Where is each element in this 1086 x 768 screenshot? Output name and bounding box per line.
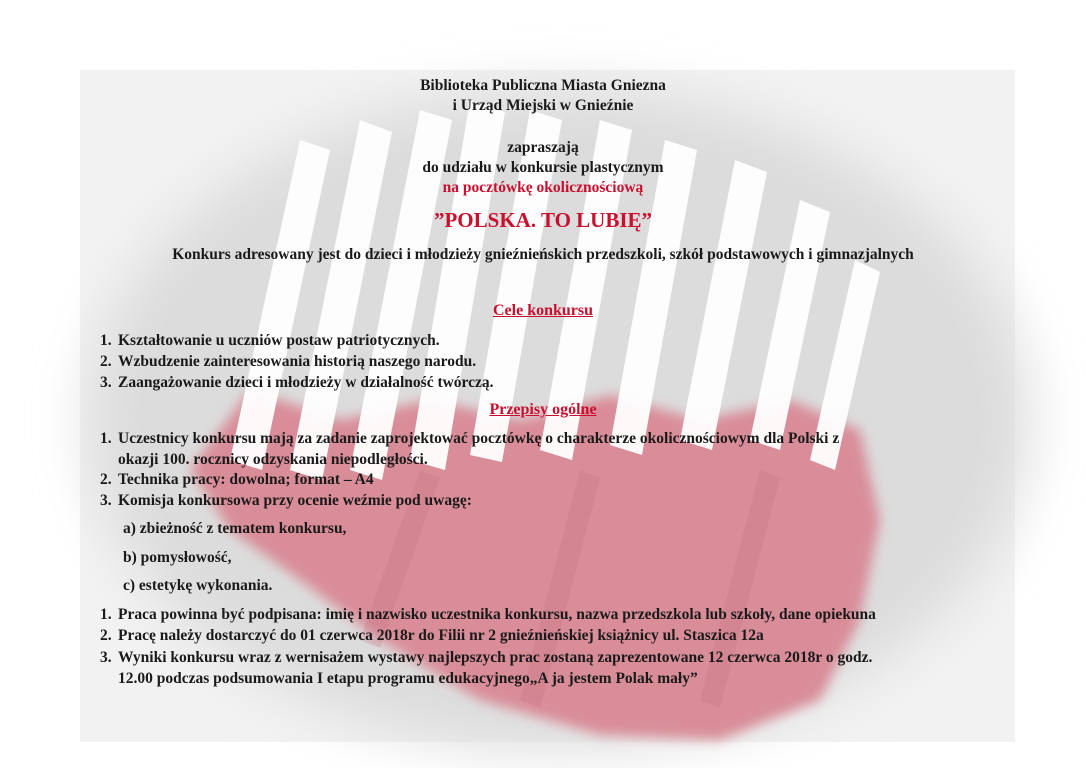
goal-item: 2. Wzbudzenie zainteresowania historią naszego narodu. [100, 353, 477, 370]
criteria-item: c) estetykę wykonania. [123, 577, 273, 594]
rule-item-continuation: okazji 100. rocznicy odzyskania niepodległości. [118, 451, 428, 468]
rule-item: 3. Komisja konkursowa przy ocenie weźmie pod uwagę: [100, 492, 472, 509]
goal-item: 1. Kształtowanie u uczniów postaw patriotycznych. [100, 332, 440, 349]
invite-line-1: zapraszają [507, 139, 579, 156]
invite-line-2: do udziału w konkursie plastycznym [422, 159, 664, 176]
goals-heading: Cele konkursu [492, 302, 594, 319]
audience-text: Konkurs adresowany jest do dzieci i młodzieży gnieźnieńskich przedszkoli, szkół podstawowych i gimnazjalnych [172, 246, 914, 263]
contest-title: ”POLSKA. TO LUBIĘ” [433, 208, 653, 232]
final-rule-item: 3. Wyniki konkursu wraz z wernisażem wystawy najlepszych prac zostaną zaprezentowane 12 czerwca 2018r o godz. [100, 649, 873, 666]
criteria-item: b) pomysłowość, [123, 549, 232, 566]
rules-heading: Przepisy ogólne [489, 401, 597, 418]
final-rule-item-continuation: 12.00 podczas podsumowania I etapu programu edukacyjnego„A ja jestem Polak mały” [118, 670, 698, 687]
criteria-item: a) zbieżność z tematem konkursu, [123, 520, 347, 537]
final-rule-item: 2. Pracę należy dostarczyć do 01 czerwca 2018r do Filii nr 2 gnieźnieńskiej książnicy ul. Staszica 12a [100, 627, 764, 644]
rule-item: 2. Technika pracy: dowolna; format – A4 [100, 471, 374, 488]
invite-line-3: na pocztówkę okolicznościową [442, 179, 644, 196]
final-rule-item: 1. Praca powinna być podpisana: imię i nazwisko uczestnika konkursu, nazwa przedszkola lub szkoły, dane opiekuna [100, 606, 876, 623]
goal-item: 3. Zaangażowanie dzieci i młodzieży w działalność twórczą. [100, 374, 494, 391]
rule-item: 1. Uczestnicy konkursu mają za zadanie zaprojektować pocztówkę o charakterze okolicznościowym dla Polski z [100, 430, 840, 447]
organizer-line-2: i Urząd Miejski w Gnieźnie [452, 97, 634, 114]
organizer-line-1: Biblioteka Publiczna Miasta Gniezna [420, 77, 666, 94]
